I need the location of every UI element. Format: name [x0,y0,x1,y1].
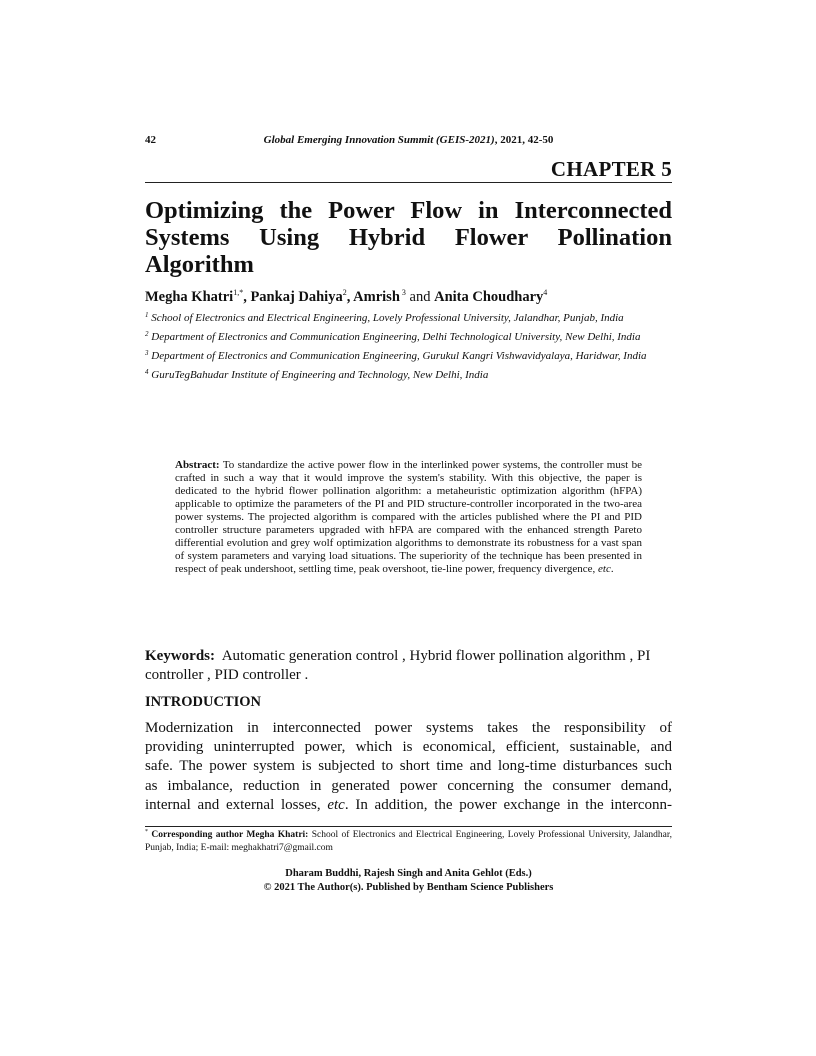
intro-line: providing uninterrupted power, which is economical, efficient, sustainable, and [145,739,672,756]
affiliation-text: School of Electronics and Electrical Engineering, Lovely Professional University, Jalandhar, Punjab, India [151,312,624,324]
editors-line: Dharam Buddhi, Rajesh Singh and Anita Gehlot (Eds.) [285,868,532,879]
footnote-mark: * [145,829,148,835]
author-separator: and [405,289,435,305]
footnote-divider [145,826,672,827]
journal-year-pages: , 2021, 42-50 [494,134,554,146]
affiliation-number: 1 [145,311,149,319]
affiliation-number: 3 [145,349,149,357]
author-affiliation-mark: 4 [543,288,548,297]
footnote [145,829,672,854]
introduction-text [145,719,672,815]
author-name: Pankaj Dahiya [250,289,343,305]
intro-line: safe. The power system is subjected to short time and long-time disturbances such [145,758,672,775]
journal-name: Global Emerging Innovation Summit (GEIS-2021) [263,134,495,146]
abstract-end: . [610,563,614,575]
author-affiliation-mark: 3 [399,288,406,297]
title-line: Algorithm [145,251,254,278]
journal-citation [145,134,672,146]
intro-line: as imbalance, reduction in generated power concerning the consumer demand, [145,777,672,794]
affiliation [145,368,672,383]
page-number: 42 [145,134,156,146]
paper-title [145,197,672,278]
affiliation-number: 4 [145,368,149,376]
abstract [175,459,642,576]
affiliation-text: GuruTegBahudar Institute of Engineering and Technology, New Delhi, India [151,369,489,381]
author-affiliation-mark: 2 [342,288,347,297]
affiliation-text: Department of Electronics and Communication Engineering, Delhi Technological University, New Delhi, India [151,331,641,343]
intro-line-end: . In addition, the power exchange in the interconn- [344,796,672,813]
section-heading: INTRODUCTION [145,694,262,710]
intro-line: Modernization in interconnected power systems takes the responsibility of [145,720,672,736]
abstract-label: Abstract: [175,459,220,471]
keywords-label: Keywords: [145,648,215,664]
affiliation [145,311,672,326]
chapter-divider [145,182,672,183]
author-name: Anita Choudhary [434,289,544,305]
affiliation [145,330,672,345]
affiliation-text: Department of Electronics and Communication Engineering, Gurukul Kangri Vishwavidyalaya, Haridwar, India [151,350,647,362]
keywords-text: Automatic generation control , Hybrid flower pollination algorithm , PI controller , PID controller . [145,648,651,683]
author-name: Megha Khatri [145,289,234,305]
affiliation-list [145,311,672,387]
title-line: Optimizing the Power Flow in Interconnected [145,197,672,224]
author-separator: , [243,289,251,305]
keywords [145,647,672,685]
chapter-label: CHAPTER 5 [550,157,672,181]
copyright-line: © 2021 The Author(s). Published by Bentham Science Publishers [263,882,554,893]
intro-line [145,796,672,815]
author-name: Amrish [353,289,400,305]
author-separator: , [346,289,354,305]
footnote-text: School of Electronics and Electrical Engineering, Lovely Professional University, Jalandhar, Punjab, India; E-mail: meghakhatri7@gmail.com [145,830,672,853]
footnote-label: Corresponding author Megha Khatri: [151,830,309,840]
author-affiliation-mark: 1,* [233,288,244,297]
affiliation [145,349,672,364]
affiliation-number: 2 [145,330,149,338]
abstract-text: To standardize the active power flow in the interlinked power systems, the controller must be crafted in such a way that it would improve the system's stability. With this objective, the paper is dedicated to the hybrid flower pollination algorithm: a metaheuristic optimization algorithm (hFPA) applicable to optimize the parameters of the PI and PID structure-controller incorporated in the two-area power systems. The projected algorithm is compared with the articles published where the PI and PID controller structure parameters upgraded with hFPA are compared with the enhanced strength Pareto differential evolution and grey wolf optimization algorithms to demonstrate its robustness for a vast span of system parameters and varying load situations. The superiority of the technique has been presented in respect of peak undershoot, settling time, peak overshoot, tie-line power, frequency divergence, [175,459,642,575]
editors-block [145,867,672,895]
intro-etc: etc [327,796,345,813]
intro-line-start: internal and external losses, [145,796,328,813]
author-list [145,289,672,306]
abstract-etc: etc [598,563,611,575]
title-line: Systems Using Hybrid Flower Pollination [145,224,672,251]
